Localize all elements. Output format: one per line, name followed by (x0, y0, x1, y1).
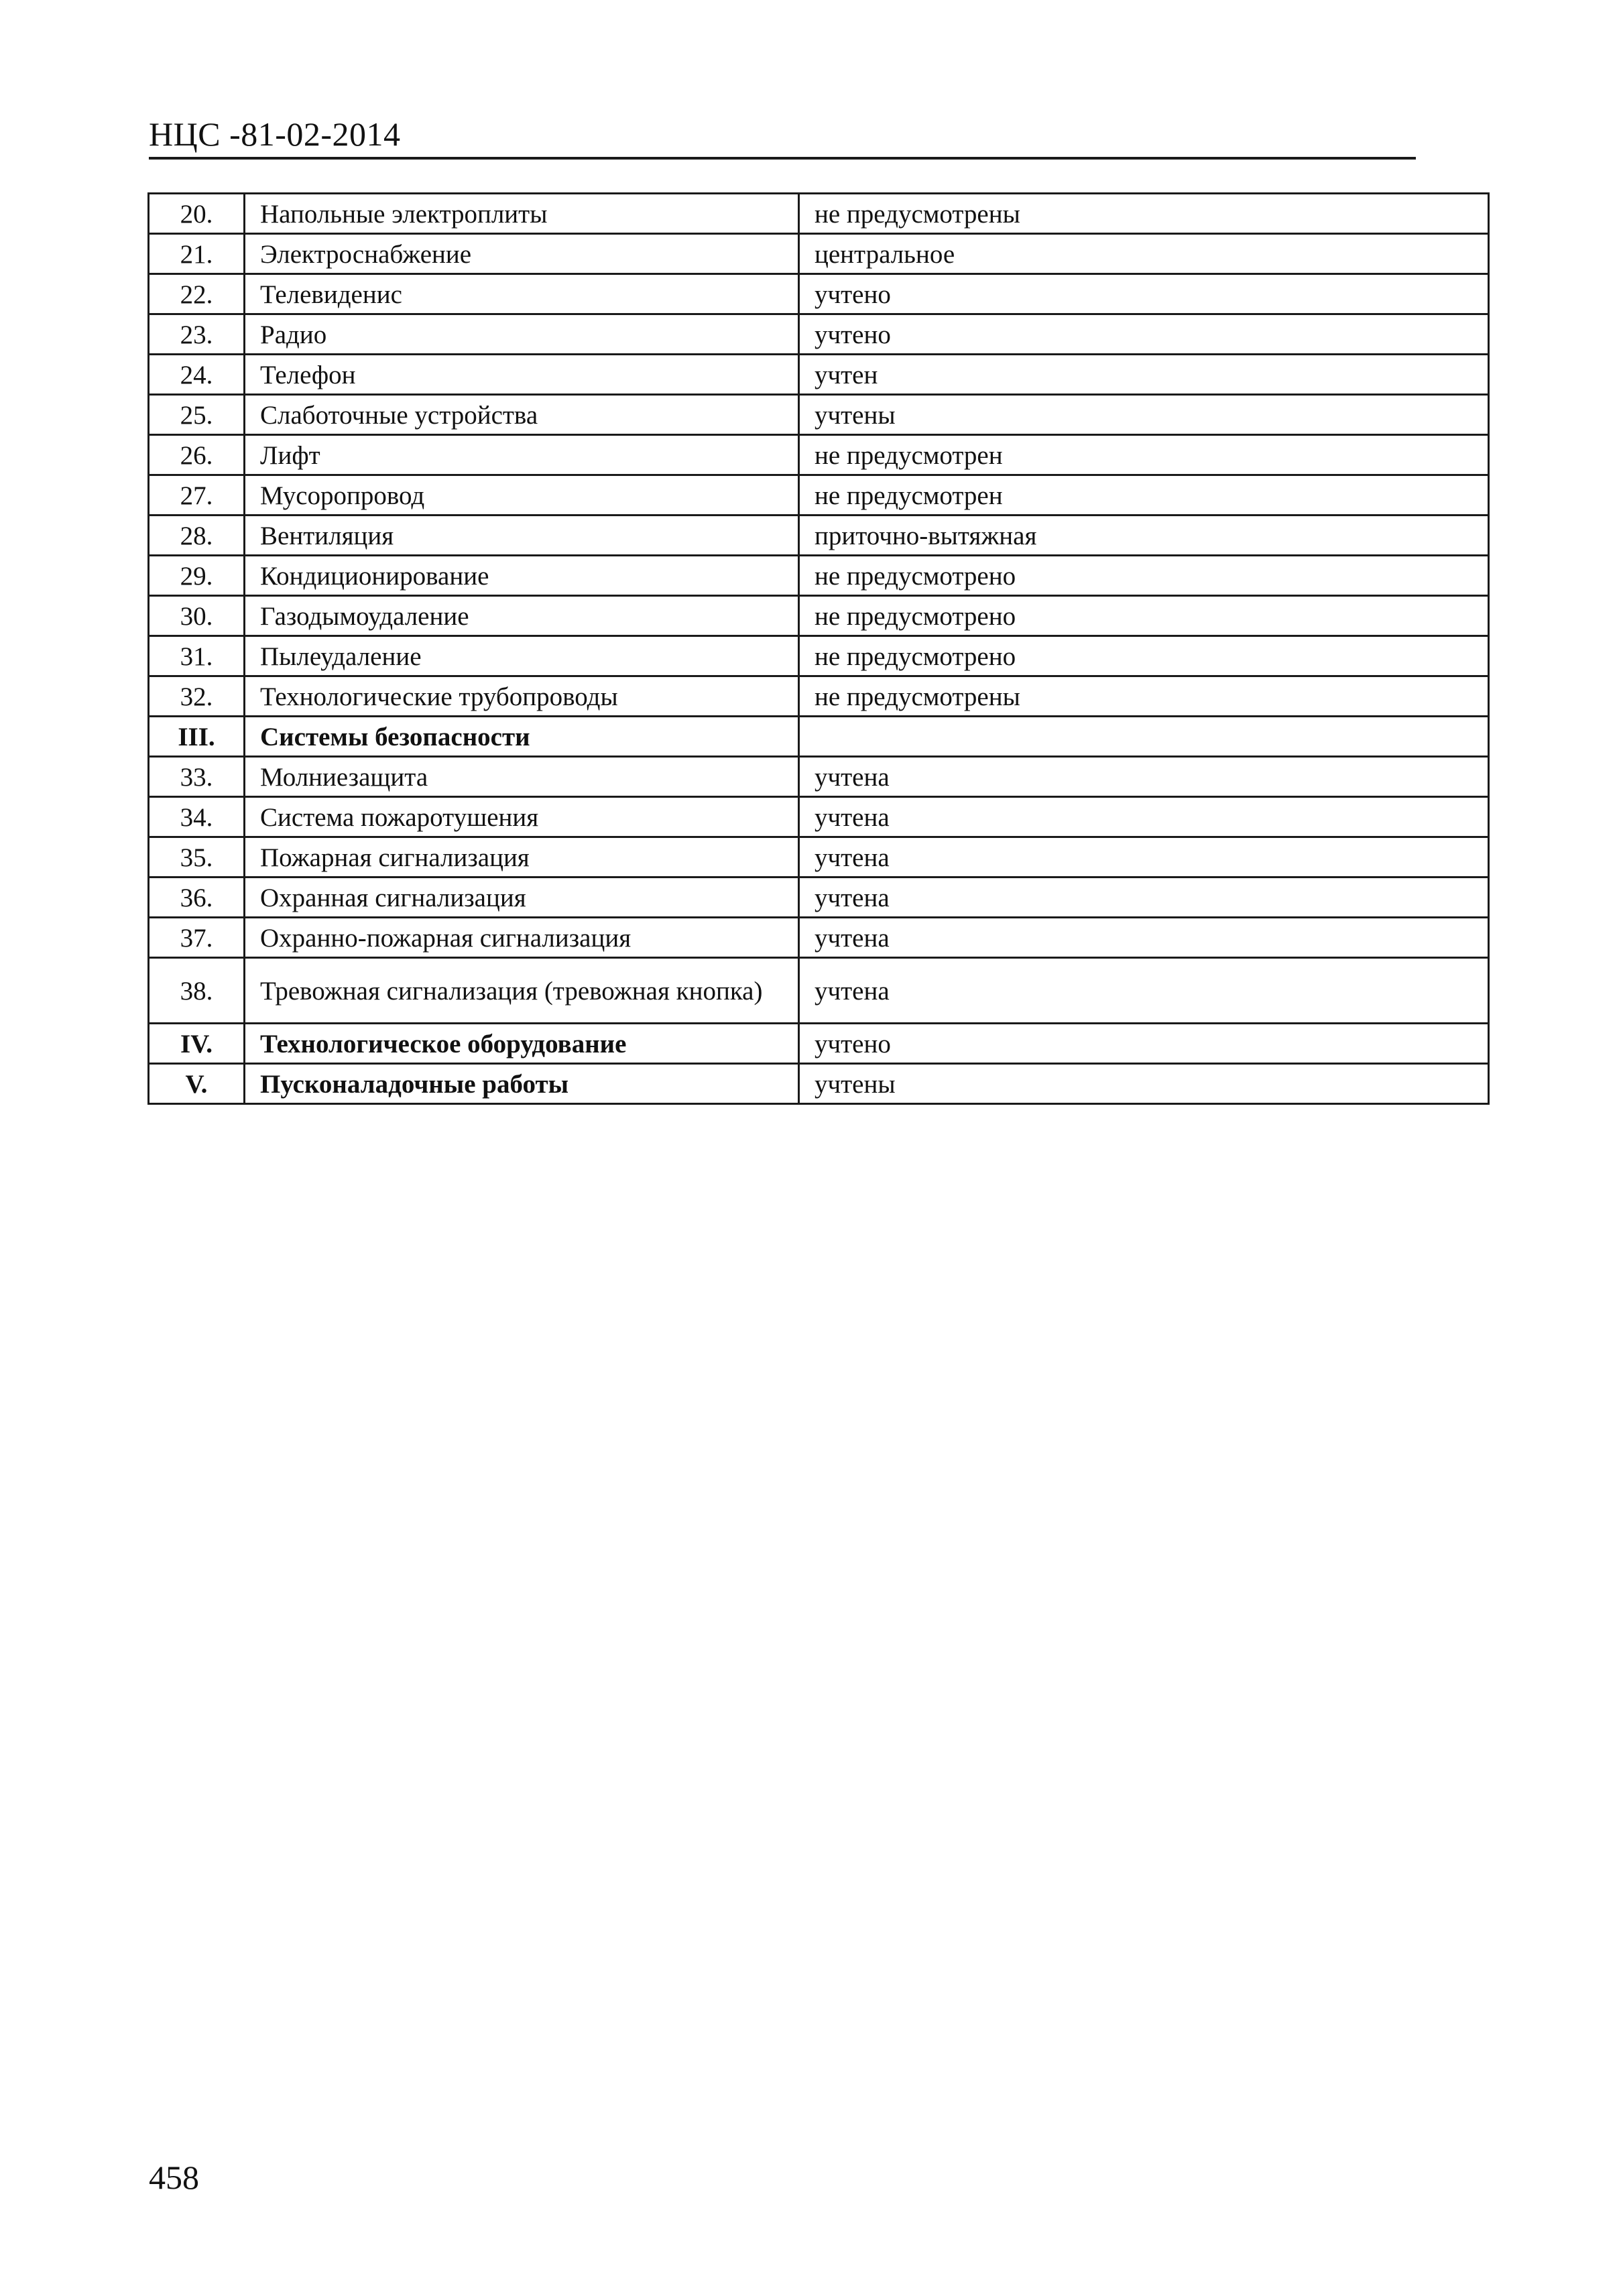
row-item-name: Молниезащита (245, 757, 799, 797)
row-item-value: не предусмотрен (799, 435, 1489, 475)
row-number: 38. (149, 958, 245, 1024)
row-number: IV. (149, 1024, 245, 1064)
row-item-value: учтено (799, 274, 1489, 314)
row-number: 24. (149, 355, 245, 395)
table-row (149, 636, 1489, 676)
page-header (149, 107, 1416, 160)
table-row (149, 837, 1489, 878)
table-row (149, 596, 1489, 636)
row-item-value: не предусмотрено (799, 556, 1489, 596)
document-code: НЦС -81-02-2014 (149, 115, 401, 153)
table-row (149, 757, 1489, 797)
row-number: 25. (149, 395, 245, 435)
row-item-value: не предусмотрено (799, 596, 1489, 636)
row-item-name: Технологическое оборудование (245, 1024, 799, 1064)
row-item-value: не предусмотрен (799, 475, 1489, 516)
row-number: 36. (149, 878, 245, 918)
row-item-name: Электроснабжение (245, 234, 799, 274)
table-row (149, 676, 1489, 717)
row-number: 20. (149, 194, 245, 234)
row-number: III. (149, 717, 245, 757)
row-item-value: учтена (799, 958, 1489, 1024)
row-number: 26. (149, 435, 245, 475)
table-row (149, 194, 1489, 234)
table-row (149, 274, 1489, 314)
row-number: 21. (149, 234, 245, 274)
row-item-name: Вентиляция (245, 516, 799, 556)
row-item-value: учтено (799, 314, 1489, 355)
table-row (149, 1024, 1489, 1064)
specification-table-body (149, 194, 1489, 1104)
row-item-value: учтена (799, 797, 1489, 837)
row-item-name: Охранная сигнализация (245, 878, 799, 918)
row-item-name: Охранно-пожарная сигнализация (245, 918, 799, 958)
row-item-value: учтены (799, 395, 1489, 435)
row-item-value: учтено (799, 1024, 1489, 1064)
row-item-name: Мусоропровод (245, 475, 799, 516)
row-number: 35. (149, 837, 245, 878)
row-item-value: учтен (799, 355, 1489, 395)
row-number: 27. (149, 475, 245, 516)
row-item-name: Напольные электроплиты (245, 194, 799, 234)
row-item-value: учтена (799, 878, 1489, 918)
row-item-name: Телефон (245, 355, 799, 395)
row-number: 22. (149, 274, 245, 314)
table-row (149, 556, 1489, 596)
row-item-name: Пожарная сигнализация (245, 837, 799, 878)
row-number: 28. (149, 516, 245, 556)
row-number: 32. (149, 676, 245, 717)
table-row (149, 958, 1489, 1024)
table-row (149, 878, 1489, 918)
specification-table (147, 192, 1490, 1105)
row-number: V. (149, 1064, 245, 1104)
row-item-value (799, 717, 1489, 757)
row-number: 31. (149, 636, 245, 676)
row-item-name: Технологические трубопроводы (245, 676, 799, 717)
row-item-value: не предусмотрены (799, 194, 1489, 234)
row-item-name: Телевиденис (245, 274, 799, 314)
row-item-name: Газодымоудаление (245, 596, 799, 636)
row-item-value: не предусмотрено (799, 636, 1489, 676)
row-item-value: учтена (799, 757, 1489, 797)
row-number: 37. (149, 918, 245, 958)
table-row (149, 314, 1489, 355)
row-number: 34. (149, 797, 245, 837)
row-item-value: приточно-вытяжная (799, 516, 1489, 556)
row-item-name: Система пожаротушения (245, 797, 799, 837)
table-row (149, 435, 1489, 475)
row-number: 29. (149, 556, 245, 596)
row-item-name: Кондиционирование (245, 556, 799, 596)
table-row (149, 475, 1489, 516)
row-number: 23. (149, 314, 245, 355)
table-row (149, 797, 1489, 837)
row-number: 30. (149, 596, 245, 636)
row-item-value: учтена (799, 837, 1489, 878)
row-item-name: Слаботочные устройства (245, 395, 799, 435)
table-row (149, 1064, 1489, 1104)
table-row (149, 234, 1489, 274)
row-number: 33. (149, 757, 245, 797)
row-item-value: центральное (799, 234, 1489, 274)
table-row (149, 355, 1489, 395)
row-item-name: Пылеудаление (245, 636, 799, 676)
row-item-name: Системы безопасности (245, 717, 799, 757)
row-item-value: не предусмотрены (799, 676, 1489, 717)
table-row (149, 918, 1489, 958)
row-item-name: Лифт (245, 435, 799, 475)
row-item-name: Радио (245, 314, 799, 355)
row-item-name: Пусконаладочные работы (245, 1064, 799, 1104)
page-number: 458 (149, 2159, 199, 2196)
row-item-value: учтены (799, 1064, 1489, 1104)
row-item-name: Тревожная сигнализация (тревожная кнопка) (245, 958, 799, 1024)
row-item-value: учтена (799, 918, 1489, 958)
table-row (149, 516, 1489, 556)
table-row (149, 717, 1489, 757)
table-row (149, 395, 1489, 435)
